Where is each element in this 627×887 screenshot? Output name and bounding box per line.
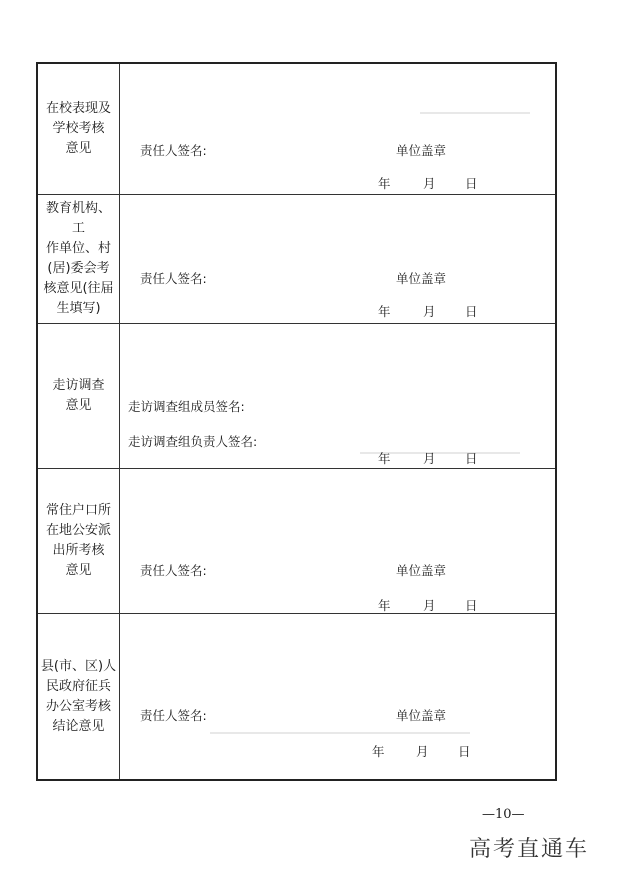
watermark-text: 高考直通车 bbox=[469, 837, 590, 862]
seal-label: 单位盖章 bbox=[396, 563, 447, 578]
signer-label: 责任人签名: bbox=[140, 563, 207, 578]
date-month: 月 bbox=[416, 744, 429, 759]
date-year: 年 bbox=[378, 451, 391, 466]
visit-survey-content bbox=[120, 324, 555, 468]
police-review-content bbox=[120, 469, 555, 613]
seal-label: 单位盖章 bbox=[396, 708, 447, 723]
police-review-row bbox=[38, 469, 555, 614]
recruitment-office-label: 县(市、区)人 民政府征兵 办公室考核 结论意见 bbox=[40, 658, 117, 734]
bleed-through-mark bbox=[420, 112, 530, 114]
row-label-cell bbox=[38, 195, 120, 323]
row-label-cell bbox=[38, 324, 120, 468]
date-month: 月 bbox=[423, 176, 436, 191]
date-year: 年 bbox=[378, 304, 391, 319]
institution-review-content bbox=[120, 195, 555, 323]
date-month: 月 bbox=[423, 598, 436, 613]
date-year: 年 bbox=[378, 176, 391, 191]
institution-review-row bbox=[38, 195, 555, 324]
school-review-label: 在校表现及 学校考核 意见 bbox=[45, 101, 111, 156]
institution-review-label: 教育机构、工 作单位、村 (居)委会考 核意见(往届 生填写) bbox=[43, 201, 114, 316]
date-day: 日 bbox=[458, 744, 471, 759]
date-month: 月 bbox=[423, 304, 436, 319]
row-label-cell bbox=[38, 64, 120, 194]
seal-label: 单位盖章 bbox=[396, 143, 447, 158]
review-form-table bbox=[36, 62, 557, 781]
school-review-content bbox=[120, 64, 555, 194]
recruitment-office-content bbox=[120, 614, 555, 779]
leader-signer-label: 走访调查组负责人签名: bbox=[128, 434, 258, 449]
visit-survey-label: 走访调查 意见 bbox=[52, 378, 105, 413]
date-day: 日 bbox=[465, 176, 478, 191]
date-day: 日 bbox=[465, 451, 478, 466]
date-year: 年 bbox=[378, 598, 391, 613]
signer-label: 责任人签名: bbox=[140, 271, 207, 286]
member-signer-label: 走访调查组成员签名: bbox=[128, 399, 245, 414]
visit-survey-row bbox=[38, 324, 555, 469]
recruitment-office-row bbox=[38, 614, 555, 779]
school-review-row bbox=[38, 64, 555, 195]
date-month: 月 bbox=[423, 451, 436, 466]
signer-label: 责任人签名: bbox=[140, 143, 207, 158]
signer-label: 责任人签名: bbox=[140, 708, 207, 723]
row-label-cell bbox=[38, 469, 120, 613]
page-number: —10— bbox=[482, 807, 525, 822]
police-review-label: 常住户口所 在地公安派 出所考核 意见 bbox=[45, 503, 111, 578]
bleed-through-mark bbox=[210, 732, 470, 734]
date-day: 日 bbox=[465, 598, 478, 613]
row-label-cell bbox=[38, 614, 120, 779]
date-year: 年 bbox=[372, 744, 385, 759]
date-day: 日 bbox=[465, 304, 478, 319]
seal-label: 单位盖章 bbox=[396, 271, 447, 286]
